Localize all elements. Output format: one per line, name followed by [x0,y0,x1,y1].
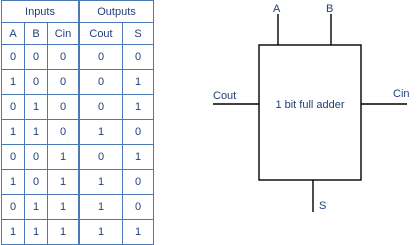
cell-cout: 1 [79,170,123,195]
cell-cin: 1 [48,220,80,245]
cell-s: 0 [123,195,154,220]
cell-a: 1 [2,220,25,245]
cell-a: 0 [2,95,25,120]
cell-b: 0 [25,170,48,195]
cell-cout: 1 [79,220,123,245]
cell-s: 1 [123,95,154,120]
pin-a-label: A [273,3,281,15]
cell-s: 0 [123,170,154,195]
cell-a: 1 [2,70,25,95]
outputs-group-header: Outputs [79,1,154,23]
cell-cout: 1 [79,120,123,145]
cell-cin: 1 [48,195,80,220]
cell-cout: 1 [79,195,123,220]
cell-cin: 1 [48,170,80,195]
pin-cin-label: Cin [393,88,410,100]
cell-s: 0 [123,45,154,70]
cell-s: 0 [123,120,154,145]
cell-a: 1 [2,120,25,145]
cell-s: 1 [123,220,154,245]
cell-b: 0 [25,145,48,170]
cell-b: 1 [25,120,48,145]
column-header-cin: Cin [48,23,80,45]
cell-a: 0 [2,195,25,220]
cell-cout: 0 [79,70,123,95]
cell-cin: 0 [48,120,80,145]
column-header-s: S [123,23,154,45]
inputs-group-header: Inputs [2,1,80,23]
cell-b: 1 [25,95,48,120]
cell-s: 1 [123,145,154,170]
cell-b: 1 [25,195,48,220]
cell-cout: 0 [79,95,123,120]
cell-cin: 0 [48,45,80,70]
pin-s-label: S [319,200,327,212]
cell-a: 0 [2,145,25,170]
cell-cin: 0 [48,70,80,95]
column-header-b: B [25,23,48,45]
cell-b: 0 [25,45,48,70]
cell-cout: 0 [79,145,123,170]
cell-cout: 0 [79,45,123,70]
pin-cout-label: Cout [213,90,237,102]
cell-cin: 1 [48,145,80,170]
cell-cin: 0 [48,95,80,120]
cell-s: 1 [123,70,154,95]
pin-b-label: B [326,3,334,15]
block-label: 1 bit full adder [275,99,345,111]
cell-a: 0 [2,45,25,70]
adder-block [259,45,361,180]
cell-b: 0 [25,70,48,95]
cell-a: 1 [2,170,25,195]
column-header-a: A [2,23,25,45]
column-header-cout: Cout [79,23,123,45]
cell-b: 1 [25,220,48,245]
